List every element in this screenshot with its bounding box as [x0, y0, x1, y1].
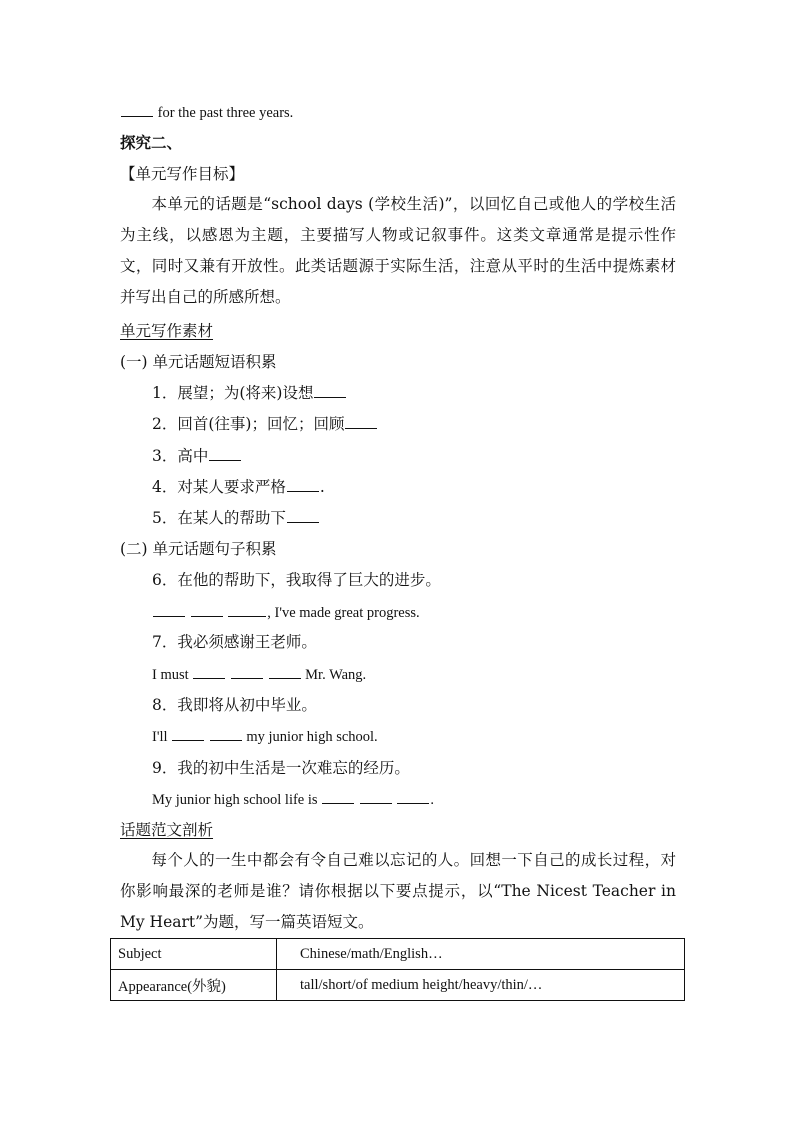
- sentence-en-head: I'll: [152, 729, 168, 745]
- sentence-en: [152, 726, 378, 747]
- continued-text: for the past three years.: [157, 105, 294, 121]
- goal-paragraph: [120, 189, 676, 313]
- continued-line: [120, 102, 293, 123]
- sentence-cn: 6．在他的帮助下，我取得了巨大的进步。: [152, 571, 441, 589]
- section-heading: 探究二、: [120, 133, 183, 152]
- answer-blank[interactable]: [153, 602, 185, 617]
- table-cell-value: tall/short/of medium height/heavy/thin/…: [277, 970, 685, 1001]
- sentence-en: [152, 602, 420, 623]
- phrase-text: 5．在某人的帮助下: [152, 509, 286, 527]
- answer-blank[interactable]: [193, 664, 225, 679]
- answer-blank[interactable]: [210, 726, 242, 741]
- analysis-paragraph: [120, 845, 676, 938]
- phrases-heading: (一) 单元话题短语积累: [120, 353, 277, 371]
- answer-blank[interactable]: [287, 508, 319, 523]
- answer-blank[interactable]: [228, 602, 266, 617]
- phrase-item: [152, 414, 378, 434]
- sentence-en-tail: Mr. Wang.: [305, 667, 367, 683]
- phrase-item: [152, 383, 347, 403]
- sentence-cn: 7．我必须感谢王老师。: [152, 633, 317, 651]
- sentence-en-head: I must: [152, 667, 189, 683]
- phrase-item: 4．对某人要求严格 .: [152, 478, 325, 496]
- table-cell-label: Subject: [111, 939, 277, 970]
- table-row: [111, 939, 685, 970]
- sentence-cn: 9．我的初中生活是一次难忘的经历。: [152, 759, 410, 777]
- phrase-text: 4．对某人要求严格: [152, 478, 286, 496]
- table-cell-value: Chinese/math/English…: [277, 939, 685, 970]
- points-table: [110, 938, 685, 1001]
- answer-blank[interactable]: [314, 383, 346, 398]
- phrase-text: 2．回首(往事)；回忆；回顾: [152, 415, 345, 433]
- sentence-en: [152, 664, 366, 685]
- phrase-item: [152, 446, 242, 466]
- answer-blank[interactable]: [397, 789, 429, 804]
- goal-paragraph-text: 本单元的话题是“school days (学校生活)”，以回忆自己或他人的学校生活为主线，以感恩为主题，主要描写人物或记叙事件。这类文章通常是提示性作文，同时又兼有开放性。此类话题源于实际生活，注意从平时的生活中提炼素材并写出自己的所感所想。: [120, 195, 676, 306]
- table-cell-label: Appearance(外貌): [111, 970, 277, 1001]
- answer-blank[interactable]: [287, 477, 319, 492]
- answer-blank[interactable]: [231, 664, 263, 679]
- phrase-text: 3．高中: [152, 447, 209, 465]
- answer-blank[interactable]: [191, 602, 223, 617]
- analysis-paragraph-text: 每个人的一生中都会有令自己难以忘记的人。回想一下自己的成长过程，对你影响最深的老师是谁？请你根据以下要点提示，以“The Nicest Teacher in My Heart”为题，写一篇英语短文。: [120, 851, 676, 931]
- sentences-heading: (二) 单元话题句子积累: [120, 540, 277, 558]
- sentence-cn: 8．我即将从初中毕业。: [152, 696, 317, 714]
- sentence-en: My junior high school life is .: [152, 789, 434, 810]
- answer-blank[interactable]: [269, 664, 301, 679]
- answer-blank[interactable]: [322, 789, 354, 804]
- answer-blank[interactable]: [360, 789, 392, 804]
- answer-blank[interactable]: [209, 446, 241, 461]
- analysis-heading: 话题范文剖析: [120, 821, 214, 839]
- answer-blank[interactable]: [121, 102, 153, 117]
- sentence-en-tail: my junior high school.: [246, 729, 378, 745]
- answer-blank[interactable]: [172, 726, 204, 741]
- table-row: [111, 970, 685, 1001]
- sentence-en-head: My junior high school life is: [152, 792, 318, 808]
- goal-heading: 【单元写作目标】: [120, 165, 245, 183]
- materials-heading: 单元写作素材: [120, 322, 214, 340]
- sentence-en-tail: , I've made great progress.: [267, 605, 420, 621]
- phrase-item: [152, 508, 320, 528]
- answer-blank[interactable]: [345, 414, 377, 429]
- phrase-text: 1．展望；为(将来)设想: [152, 384, 314, 402]
